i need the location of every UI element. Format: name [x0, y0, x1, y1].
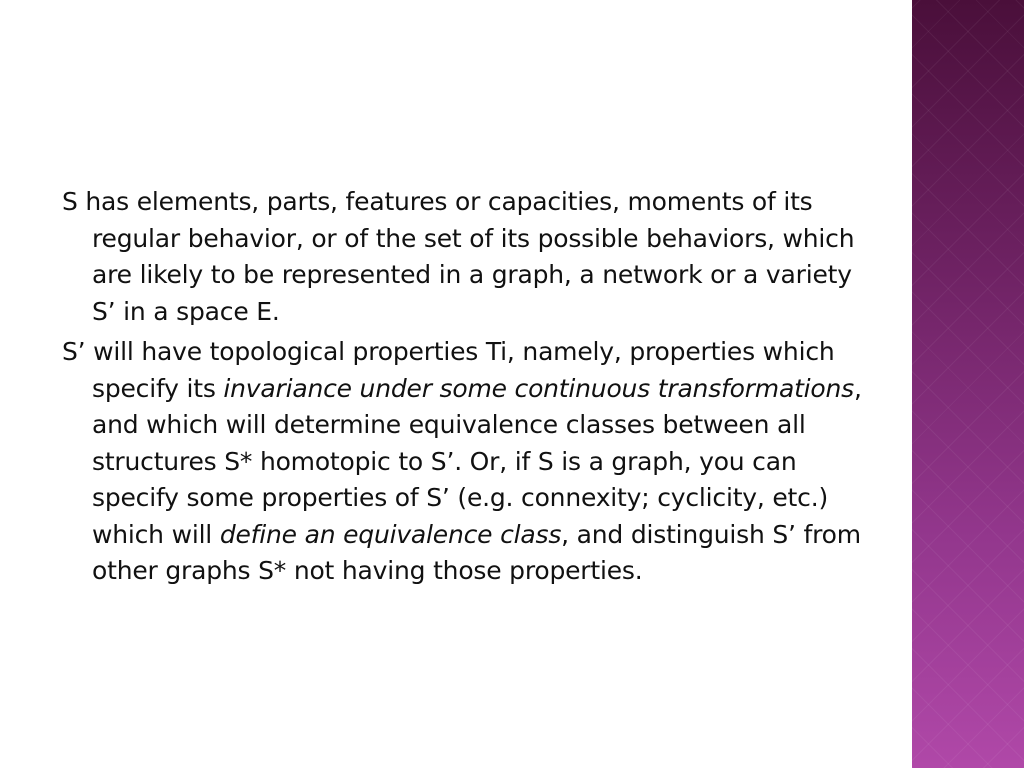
paragraph-2 [62, 334, 862, 590]
paragraph-2-italic-invariance: invariance under some continuous transformations [223, 373, 854, 403]
paragraph-2-text-b: , and which will determine equivalence classes between all structures S* homotopic to S’. Or, if S is a graph, you can specify some properties of S’ (e.g. connexity; cyclicity, etc.) which will [92, 373, 862, 549]
paragraph-2-text-a: S’ will have topological properties Ti, namely, properties which specify its [62, 337, 835, 403]
slide-body [62, 184, 862, 590]
paragraph-2-italic-equivalence: define an equivalence class [219, 519, 562, 549]
paragraph-1 [62, 184, 862, 330]
paragraph-1-text: S has elements, parts, features or capacities, moments of its regular behavior, or of the set of its possible behaviors, which are likely to be represented in a graph, a network or a variety S’ in a space E. [62, 187, 855, 326]
decorative-side-panel [912, 0, 1024, 768]
paragraph-2-text-c: , and distinguish S’ from other graphs S* not having those properties. [92, 519, 861, 585]
